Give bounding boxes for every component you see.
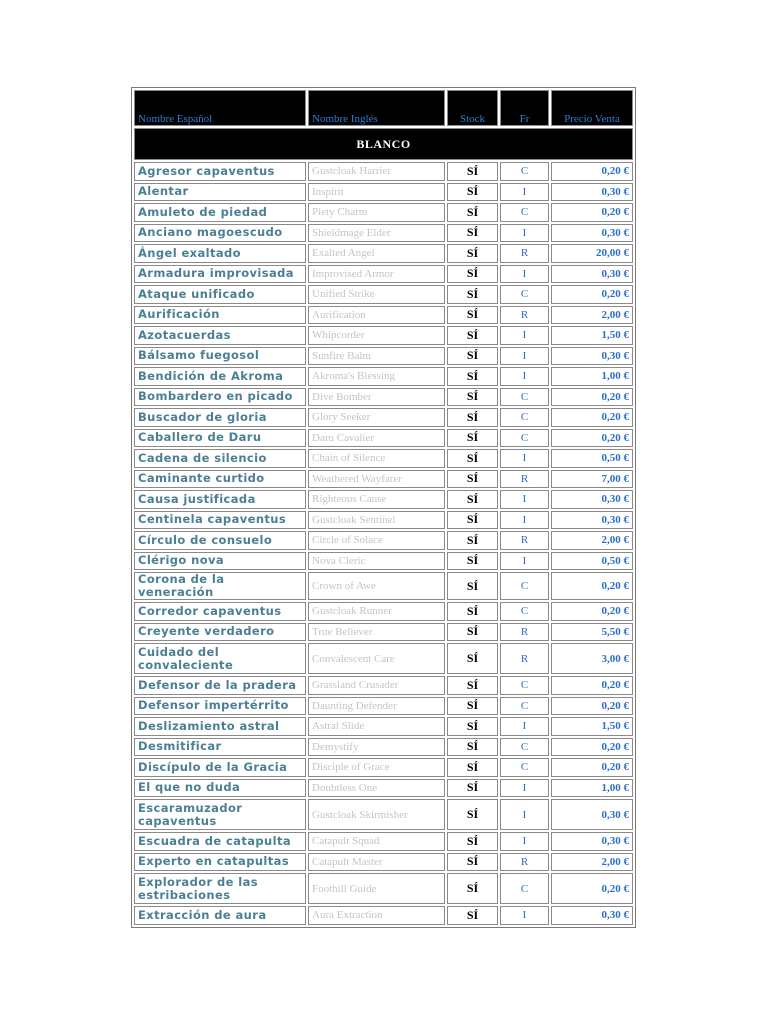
table-row bbox=[134, 470, 633, 489]
section-title: BLANCO bbox=[134, 128, 633, 160]
rarity-cell: R bbox=[500, 306, 549, 325]
spanish-name-cell: Centinela capaventus bbox=[134, 511, 306, 530]
spanish-name-cell: Ataque unificado bbox=[134, 285, 306, 304]
rarity-cell: C bbox=[500, 572, 549, 600]
rarity-cell: I bbox=[500, 183, 549, 202]
spanish-name-cell: El que no duda bbox=[134, 779, 306, 798]
stock-cell: SÍ bbox=[447, 906, 498, 925]
rarity-cell: C bbox=[500, 602, 549, 621]
rarity-cell: C bbox=[500, 203, 549, 222]
english-name-cell: Astral Slide bbox=[308, 717, 445, 736]
english-name-cell: Unified Strike bbox=[308, 285, 445, 304]
rarity-cell: I bbox=[500, 779, 549, 798]
rarity-cell: I bbox=[500, 906, 549, 925]
english-name-cell: Grassland Crusader bbox=[308, 676, 445, 695]
stock-cell: SÍ bbox=[447, 676, 498, 695]
english-name-cell: Doubtless One bbox=[308, 779, 445, 798]
english-name-cell: Daru Cavalier bbox=[308, 429, 445, 448]
stock-cell: SÍ bbox=[447, 511, 498, 530]
english-name-cell: Convalescent Care bbox=[308, 643, 445, 674]
english-name-cell: Gustcloak Skirmisher bbox=[308, 799, 445, 830]
english-name-cell: Aura Extraction bbox=[308, 906, 445, 925]
price-cell: 1,00 € bbox=[551, 779, 633, 798]
price-cell: 1,50 € bbox=[551, 717, 633, 736]
stock-cell: SÍ bbox=[447, 572, 498, 600]
header-row bbox=[134, 90, 633, 126]
price-cell: 0,20 € bbox=[551, 697, 633, 716]
rarity-cell: R bbox=[500, 623, 549, 642]
table-row bbox=[134, 183, 633, 202]
price-cell: 0,20 € bbox=[551, 738, 633, 757]
spanish-name-cell: Escaramuzador capaventus bbox=[134, 799, 306, 830]
stock-cell: SÍ bbox=[447, 623, 498, 642]
stock-cell: SÍ bbox=[447, 853, 498, 872]
spanish-name-cell: Azotacuerdas bbox=[134, 326, 306, 345]
price-cell: 0,20 € bbox=[551, 408, 633, 427]
spanish-name-cell: Discípulo de la Gracia bbox=[134, 758, 306, 777]
price-cell: 0,50 € bbox=[551, 552, 633, 571]
english-name-cell: Foothill Guide bbox=[308, 873, 445, 904]
price-cell: 1,50 € bbox=[551, 326, 633, 345]
stock-cell: SÍ bbox=[447, 449, 498, 468]
rarity-cell: I bbox=[500, 449, 549, 468]
spanish-name-cell: Bendición de Akroma bbox=[134, 367, 306, 386]
table-row bbox=[134, 162, 633, 181]
price-cell: 0,30 € bbox=[551, 906, 633, 925]
table-row bbox=[134, 511, 633, 530]
english-name-cell: Aurification bbox=[308, 306, 445, 325]
table-row bbox=[134, 326, 633, 345]
spanish-name-cell: Aurificación bbox=[134, 306, 306, 325]
price-cell: 0,30 € bbox=[551, 799, 633, 830]
english-name-cell: Dive Bomber bbox=[308, 388, 445, 407]
english-name-cell: Sunfire Balm bbox=[308, 347, 445, 366]
spanish-name-cell: Anciano magoescudo bbox=[134, 224, 306, 243]
price-cell: 0,20 € bbox=[551, 203, 633, 222]
stock-cell: SÍ bbox=[447, 429, 498, 448]
english-name-cell: Circle of Solace bbox=[308, 531, 445, 550]
rarity-cell: C bbox=[500, 676, 549, 695]
table-row bbox=[134, 552, 633, 571]
price-cell: 0,20 € bbox=[551, 873, 633, 904]
table-row bbox=[134, 832, 633, 851]
price-cell: 2,00 € bbox=[551, 531, 633, 550]
table-row bbox=[134, 799, 633, 830]
rarity-cell: I bbox=[500, 490, 549, 509]
english-name-cell: Demystify bbox=[308, 738, 445, 757]
price-cell: 0,20 € bbox=[551, 285, 633, 304]
rarity-cell: C bbox=[500, 758, 549, 777]
spanish-name-cell: Ángel exaltado bbox=[134, 244, 306, 263]
table-row bbox=[134, 602, 633, 621]
english-name-cell: Crown of Awe bbox=[308, 572, 445, 600]
stock-cell: SÍ bbox=[447, 306, 498, 325]
english-name-cell: Catapult Squad bbox=[308, 832, 445, 851]
rarity-cell: I bbox=[500, 717, 549, 736]
spanish-name-cell: Experto en catapultas bbox=[134, 853, 306, 872]
spanish-name-cell: Causa justificada bbox=[134, 490, 306, 509]
rarity-cell: C bbox=[500, 429, 549, 448]
spanish-name-cell: Corona de la veneración bbox=[134, 572, 306, 600]
price-cell: 0,30 € bbox=[551, 832, 633, 851]
stock-cell: SÍ bbox=[447, 873, 498, 904]
english-name-cell: Chain of Silence bbox=[308, 449, 445, 468]
table-row bbox=[134, 643, 633, 674]
rarity-cell: C bbox=[500, 873, 549, 904]
rarity-cell: I bbox=[500, 832, 549, 851]
spanish-name-cell: Clérigo nova bbox=[134, 552, 306, 571]
rarity-cell: C bbox=[500, 738, 549, 757]
table-row bbox=[134, 779, 633, 798]
spanish-name-cell: Desmitificar bbox=[134, 738, 306, 757]
price-cell: 0,20 € bbox=[551, 602, 633, 621]
section-row bbox=[134, 128, 633, 160]
header-price: Precio Venta bbox=[551, 90, 633, 126]
rarity-cell: I bbox=[500, 511, 549, 530]
table-row bbox=[134, 853, 633, 872]
table-row bbox=[134, 623, 633, 642]
english-name-cell: Akroma's Blessing bbox=[308, 367, 445, 386]
rarity-cell: I bbox=[500, 367, 549, 386]
stock-cell: SÍ bbox=[447, 183, 498, 202]
table-row bbox=[134, 873, 633, 904]
english-name-cell: Gustcloak Harrier bbox=[308, 162, 445, 181]
table-row bbox=[134, 572, 633, 600]
english-name-cell: Daunting Defender bbox=[308, 697, 445, 716]
rarity-cell: I bbox=[500, 347, 549, 366]
table-row bbox=[134, 306, 633, 325]
rarity-cell: I bbox=[500, 265, 549, 284]
stock-cell: SÍ bbox=[447, 224, 498, 243]
table-row bbox=[134, 285, 633, 304]
header-english-name: Nombre Inglés bbox=[308, 90, 445, 126]
table-row bbox=[134, 717, 633, 736]
spanish-name-cell: Escuadra de catapulta bbox=[134, 832, 306, 851]
table-row bbox=[134, 490, 633, 509]
stock-cell: SÍ bbox=[447, 347, 498, 366]
spanish-name-cell: Cadena de silencio bbox=[134, 449, 306, 468]
english-name-cell: Weathered Wayfarer bbox=[308, 470, 445, 489]
stock-cell: SÍ bbox=[447, 388, 498, 407]
english-name-cell: True Believer bbox=[308, 623, 445, 642]
rarity-cell: R bbox=[500, 470, 549, 489]
spanish-name-cell: Caballero de Daru bbox=[134, 429, 306, 448]
stock-cell: SÍ bbox=[447, 470, 498, 489]
spanish-name-cell: Armadura improvisada bbox=[134, 265, 306, 284]
table-row bbox=[134, 224, 633, 243]
price-cell: 0,50 € bbox=[551, 449, 633, 468]
price-cell: 7,00 € bbox=[551, 470, 633, 489]
table-row bbox=[134, 449, 633, 468]
spanish-name-cell: Agresor capaventus bbox=[134, 162, 306, 181]
price-cell: 0,30 € bbox=[551, 183, 633, 202]
stock-cell: SÍ bbox=[447, 717, 498, 736]
price-cell: 2,00 € bbox=[551, 306, 633, 325]
rarity-cell: C bbox=[500, 162, 549, 181]
rarity-cell: I bbox=[500, 552, 549, 571]
english-name-cell: Catapult Master bbox=[308, 853, 445, 872]
price-cell: 1,00 € bbox=[551, 367, 633, 386]
price-cell: 5,50 € bbox=[551, 623, 633, 642]
table-row bbox=[134, 265, 633, 284]
price-table bbox=[131, 87, 636, 928]
rarity-cell: C bbox=[500, 388, 549, 407]
english-name-cell: Exalted Angel bbox=[308, 244, 445, 263]
stock-cell: SÍ bbox=[447, 244, 498, 263]
stock-cell: SÍ bbox=[447, 738, 498, 757]
stock-cell: SÍ bbox=[447, 531, 498, 550]
header-spanish-name: Nombre Español bbox=[134, 90, 306, 126]
stock-cell: SÍ bbox=[447, 265, 498, 284]
rarity-cell: R bbox=[500, 244, 549, 263]
rarity-cell: C bbox=[500, 285, 549, 304]
price-cell: 0,20 € bbox=[551, 758, 633, 777]
spanish-name-cell: Amuleto de piedad bbox=[134, 203, 306, 222]
table-row bbox=[134, 408, 633, 427]
spanish-name-cell: Explorador de las estribaciones bbox=[134, 873, 306, 904]
price-cell: 20,00 € bbox=[551, 244, 633, 263]
stock-cell: SÍ bbox=[447, 832, 498, 851]
header-fr: Fr bbox=[500, 90, 549, 126]
english-name-cell: Disciple of Grace bbox=[308, 758, 445, 777]
table-row bbox=[134, 244, 633, 263]
stock-cell: SÍ bbox=[447, 758, 498, 777]
table-row bbox=[134, 676, 633, 695]
rarity-cell: C bbox=[500, 408, 549, 427]
table-row bbox=[134, 347, 633, 366]
stock-cell: SÍ bbox=[447, 162, 498, 181]
table-row bbox=[134, 697, 633, 716]
stock-cell: SÍ bbox=[447, 203, 498, 222]
table-row bbox=[134, 758, 633, 777]
english-name-cell: Shieldmage Elder bbox=[308, 224, 445, 243]
stock-cell: SÍ bbox=[447, 552, 498, 571]
table-row bbox=[134, 906, 633, 925]
stock-cell: SÍ bbox=[447, 490, 498, 509]
spanish-name-cell: Cuidado del convaleciente bbox=[134, 643, 306, 674]
english-name-cell: Improvised Armor bbox=[308, 265, 445, 284]
spanish-name-cell: Círculo de consuelo bbox=[134, 531, 306, 550]
rarity-cell: I bbox=[500, 224, 549, 243]
stock-cell: SÍ bbox=[447, 326, 498, 345]
stock-cell: SÍ bbox=[447, 779, 498, 798]
table-row bbox=[134, 203, 633, 222]
price-cell: 2,00 € bbox=[551, 853, 633, 872]
english-name-cell: Righteous Cause bbox=[308, 490, 445, 509]
spanish-name-cell: Defensor de la pradera bbox=[134, 676, 306, 695]
price-cell: 0,20 € bbox=[551, 429, 633, 448]
english-name-cell: Whipcorder bbox=[308, 326, 445, 345]
english-name-cell: Nova Cleric bbox=[308, 552, 445, 571]
table-row bbox=[134, 388, 633, 407]
spanish-name-cell: Deslizamiento astral bbox=[134, 717, 306, 736]
stock-cell: SÍ bbox=[447, 602, 498, 621]
stock-cell: SÍ bbox=[447, 697, 498, 716]
price-cell: 0,20 € bbox=[551, 572, 633, 600]
spanish-name-cell: Bálsamo fuegosol bbox=[134, 347, 306, 366]
english-name-cell: Glory Seeker bbox=[308, 408, 445, 427]
price-cell: 0,30 € bbox=[551, 511, 633, 530]
spanish-name-cell: Corredor capaventus bbox=[134, 602, 306, 621]
spanish-name-cell: Extracción de aura bbox=[134, 906, 306, 925]
price-cell: 0,30 € bbox=[551, 224, 633, 243]
stock-cell: SÍ bbox=[447, 643, 498, 674]
price-cell: 0,30 € bbox=[551, 490, 633, 509]
price-cell: 0,20 € bbox=[551, 676, 633, 695]
spanish-name-cell: Alentar bbox=[134, 183, 306, 202]
english-name-cell: Piety Charm bbox=[308, 203, 445, 222]
header-stock: Stock bbox=[447, 90, 498, 126]
rarity-cell: R bbox=[500, 531, 549, 550]
table-row bbox=[134, 531, 633, 550]
price-cell: 3,00 € bbox=[551, 643, 633, 674]
rarity-cell: R bbox=[500, 853, 549, 872]
table-body bbox=[134, 162, 633, 925]
table-row bbox=[134, 738, 633, 757]
stock-cell: SÍ bbox=[447, 799, 498, 830]
rarity-cell: I bbox=[500, 326, 549, 345]
rarity-cell: I bbox=[500, 799, 549, 830]
english-name-cell: Inspirit bbox=[308, 183, 445, 202]
spanish-name-cell: Buscador de gloria bbox=[134, 408, 306, 427]
stock-cell: SÍ bbox=[447, 367, 498, 386]
spanish-name-cell: Defensor impertérrito bbox=[134, 697, 306, 716]
spanish-name-cell: Bombardero en picado bbox=[134, 388, 306, 407]
table-row bbox=[134, 429, 633, 448]
spanish-name-cell: Creyente verdadero bbox=[134, 623, 306, 642]
rarity-cell: R bbox=[500, 643, 549, 674]
price-cell: 0,20 € bbox=[551, 388, 633, 407]
table-row bbox=[134, 367, 633, 386]
stock-cell: SÍ bbox=[447, 285, 498, 304]
price-cell: 0,30 € bbox=[551, 347, 633, 366]
price-cell: 0,30 € bbox=[551, 265, 633, 284]
price-cell: 0,20 € bbox=[551, 162, 633, 181]
english-name-cell: Gustcloak Sentinel bbox=[308, 511, 445, 530]
spanish-name-cell: Caminante curtido bbox=[134, 470, 306, 489]
english-name-cell: Gustcloak Runner bbox=[308, 602, 445, 621]
stock-cell: SÍ bbox=[447, 408, 498, 427]
rarity-cell: C bbox=[500, 697, 549, 716]
